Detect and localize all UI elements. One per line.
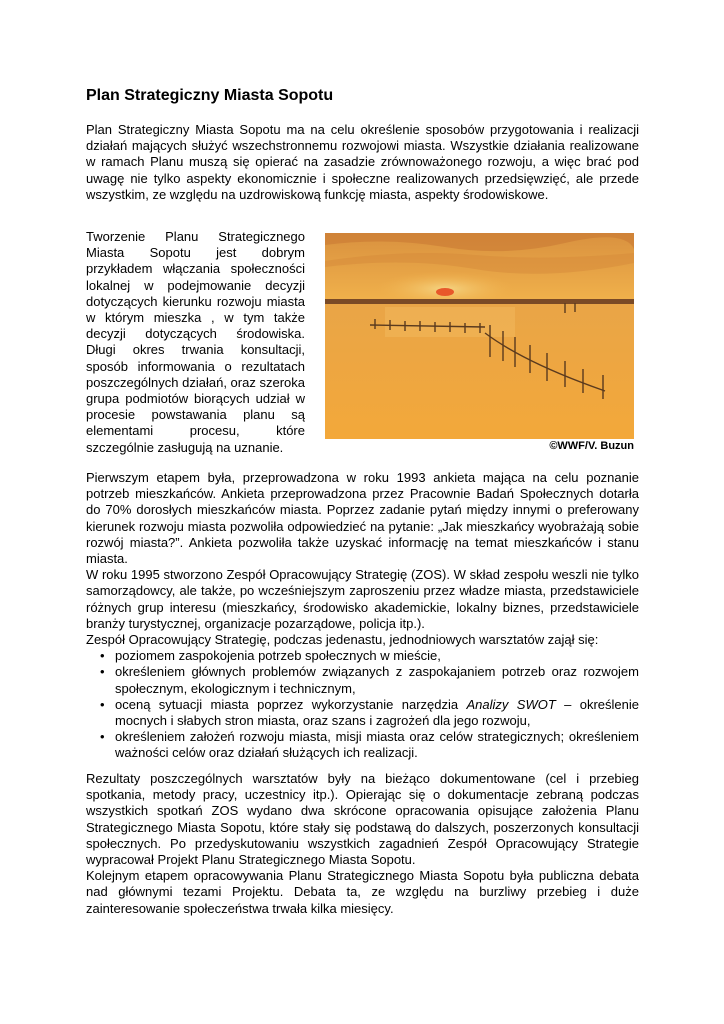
history-section [86, 470, 639, 762]
list-item: • określeniem założeń rozwoju miasta, misji miasta oraz celów strategicznych; określeniem ważności celów oraz działań służących ich realizacji. [86, 729, 639, 761]
intro-paragraph: Plan Strategiczny Miasta Sopotu ma na celu określenie sposobów przygotowania i realizacji działań mających służyć wszechstronnemu rozwojowi miasta. Wszystkie działania realizowane w ramach Planu muszą się opierać na zasadzie zrównoważonego rozwoju, a więc brać pod uwagę nie tylko aspekty ekonomicznie i społeczne realizowanych przedsięwzięć, ale przede wszystkim, ze względu na uzdrowiskową funkcję miasta, aspekty środowiskowe. [86, 122, 639, 202]
swot-term: Analizy SWOT [466, 696, 556, 712]
zos-paragraph: W roku 1995 stworzono Zespół Opracowujący Strategię (ZOS). W skład zespołu weszli nie tylko samorządowcy, ale także, po wcześniejszym zaproszeniu przez władze miasta, przedstawiciele różnych grup interesu (mieszkańcy, środowisko akademickie, lokalny biznes, przedstawiciele branży turystycznej, organizacje pozarządowe, policja itp.). [86, 567, 639, 631]
results-section [86, 771, 639, 917]
document-title: Plan Strategiczny Miasta Sopotu [86, 87, 334, 104]
list-item: • poziomem zaspokojenia potrzeb społecznych w mieście, [86, 648, 639, 664]
list-item [86, 697, 639, 729]
photo-credit: ©WWF/V. Buzun [549, 440, 634, 452]
sunset-lake-photo [325, 233, 634, 439]
list-item: • określeniem głównych problemów związanych z zaspokajaniem potrzeb oraz rozwojem społecznym, ekologicznym i technicznym, [86, 664, 639, 696]
debate-paragraph: Kolejnym etapem opracowywania Planu Strategicznego Miasta Sopotu była publiczna debata nad głównymi tezami Projektu. Debata ta, ze względu na burzliwy przebieg i duże zainteresowanie społeczeństwa trwała kilka miesięcy. [86, 868, 639, 916]
workshop-list [86, 648, 639, 761]
workshop-intro: Zespół Opracowujący Strategię, podczas jedenastu, jednodniowych warsztatów zajął się: [86, 632, 599, 648]
swot-rest-text: – określenie mocnych i słabych stron miasta, oraz szans i zagrożeń dla jego rozwoju, [115, 696, 639, 729]
horizon-shore [325, 299, 634, 304]
results-paragraph: Rezultaty poszczególnych warsztatów były na bieżąco dokumentowane (cel i przebieg spotkania, metody pracy, uczestnicy itp.). Opierając się o dokumentacje zebraną podczas wszystkich spotkań ZOS wydano dwa skrócone opracowania opisujące założenia Planu Strategicznego Miasta Sopotu, które stały się podstawą do dalszych, poszerzonych konsultacji społecznych. Po przedyskutowaniu wszystkich zagadnień Zespół Opracowujący Strategie wypracował Projekt Planu Strategicznego Miasta Sopotu. [86, 771, 639, 868]
photo-figure [325, 233, 634, 451]
sun [436, 288, 454, 296]
side-paragraph: Tworzenie Planu Strategicznego Miasta Sopotu jest dobrym przykładem włączania społeczności lokalnej w podejmowanie decyzji dotyczących kierunku rozwoju miasta w którym mieszka , w tym także decyzji dotyczących środowiska. Długi okres trwania konsultacji, sposób informowania o rezultatach poszczególnych działań, oraz szeroka grupa podmiotów biorących udział w procesie powstawania planu są elementami procesu, które szczególnie zasługują na uznanie. [86, 229, 305, 455]
swot-lead-text: oceną sytuacji miasta poprzez wykorzystanie narzędzia [115, 696, 459, 712]
survey-paragraph: Pierwszym etapem była, przeprowadzona w roku 1993 ankieta mająca na celu poznanie potrzeb mieszkańców. Ankieta przeprowadzona przez Pracownie Badań Społecznych dotarła do 70% dorosłych mieszkańców miasta. Poprzez zadanie pytań między innymi o preferowany kierunek rozwoju miasta pozwoliła odpowiedzieć na pytanie: „Jak mieszkańcy wyobrażają sobie rozwój miasta?”. Ankieta pozwoliła także uzyskać informację na temat mieszkańców i stanu miasta. [86, 470, 639, 567]
